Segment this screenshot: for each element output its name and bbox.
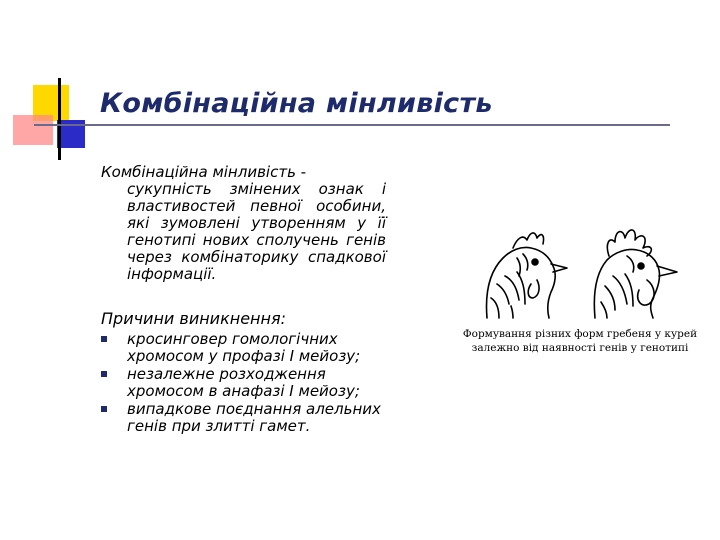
right-hen-head — [594, 230, 677, 318]
square-bullet-icon — [101, 371, 107, 377]
definition-body: сукупність змінених ознак і властивостей певної особини, які зумовлені утворенням у її генотипі нових сполучень генів через комбінаторику спадкової інформації. — [127, 180, 386, 283]
list-item — [101, 366, 391, 400]
slide-title: Комбінаційна мінливість — [100, 88, 493, 119]
square-bullet-icon — [101, 406, 107, 412]
vertical-divider — [58, 78, 61, 160]
definition-paragraph — [101, 164, 386, 300]
title-underline — [34, 124, 670, 126]
list-item-text: випадкове поєднання алельних генів при злитті гамет. — [127, 400, 381, 435]
causes-list — [101, 331, 391, 436]
list-item — [101, 401, 391, 435]
hens-figure — [455, 214, 705, 364]
left-hen-head — [487, 233, 567, 318]
figure-caption: Формування різних форм гребеня у курей залежно від наявності генів у генотипі — [462, 328, 698, 354]
definition-term: Комбінаційна мінливість - — [101, 163, 307, 181]
causes-heading: Причини виникнення: — [101, 309, 286, 328]
red-accent-square — [13, 115, 53, 145]
list-item-text: незалежне розходження хромосом в анафазі І мейозу; — [127, 365, 360, 400]
list-item-text: кросинговер гомологічних хромосом у профазі І мейозу; — [127, 330, 361, 365]
square-bullet-icon — [101, 336, 107, 342]
hen-heads-illustration — [477, 214, 687, 322]
list-item — [101, 331, 391, 365]
